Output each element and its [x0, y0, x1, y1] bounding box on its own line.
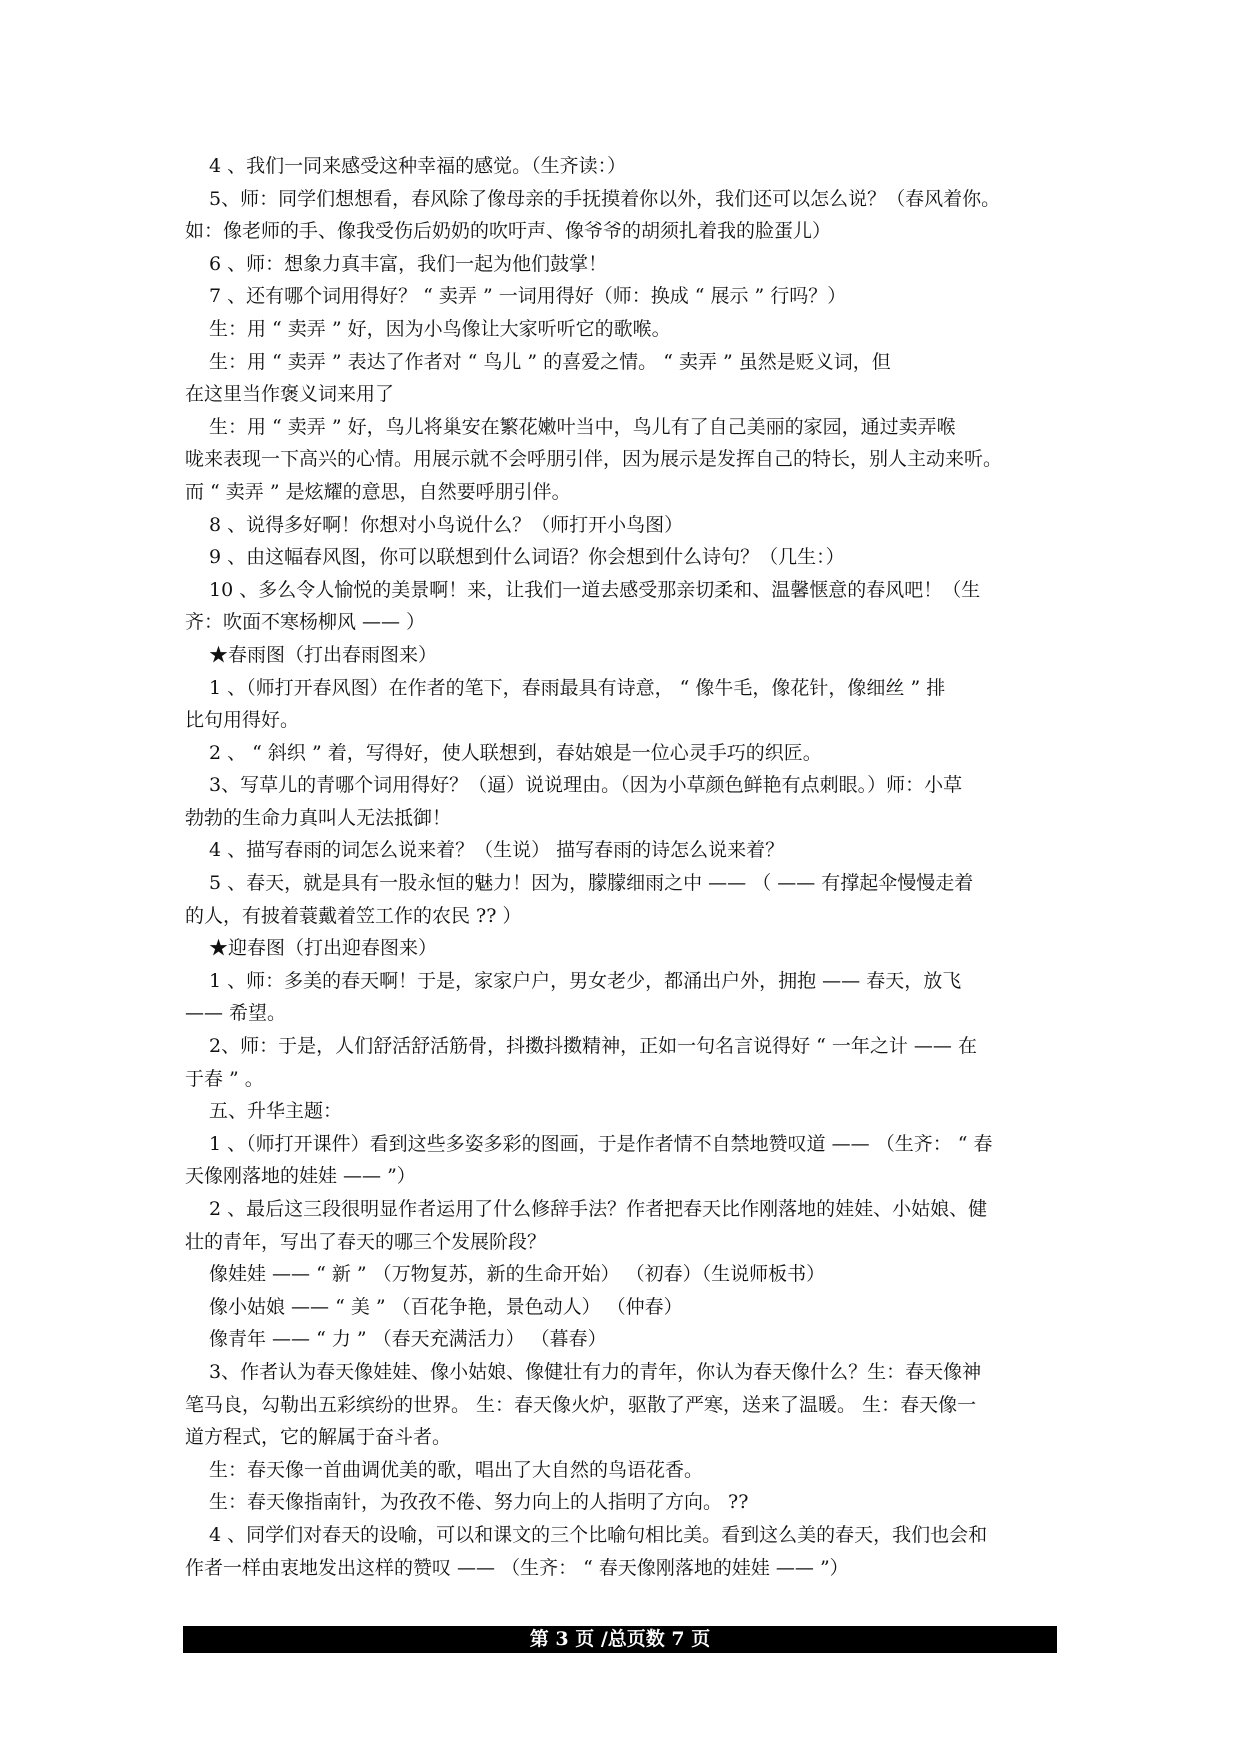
text-line: —— 希望。 [185, 1002, 287, 1025]
text-line: 5、师：同学们想想看，春风除了像母亲的手抚摸着你以外，我们还可以怎么说？（春风着你。 [209, 187, 1001, 210]
text-line: 2 、最后这三段很明显作者运用了什么修辞手法？作者把春天比作刚落地的娃娃、小姑娘、健 [209, 1198, 988, 1220]
text-line: 1 、（师打开春风图）在作者的笔下，春雨最具有诗意， “ 像牛毛，像花针，像细丝 ” 排 [209, 676, 946, 699]
text-line: 如：像老师的手、像我受伤后奶奶的吹吁声、像爷爷的胡须扎着我的脸蛋儿） [185, 220, 832, 243]
text-line: ★迎春图（打出迎春图来） [209, 937, 438, 960]
text-line: 生：春天像指南针，为孜孜不倦、努力向上的人指明了方向。 ?? [209, 1491, 749, 1514]
text-line: 3、作者认为春天像娃娃、像小姑娘、像健壮有力的青年，你认为春天像什么？生：春天像神 [209, 1360, 982, 1383]
text-line: 2、师：于是，人们舒活舒活筋骨，抖擞抖擞精神，正如一句名言说得好 “ 一年之计 —— 在 [209, 1035, 977, 1058]
text-line: 生：用 “ 卖弄 ” 表达了作者对 “ 鸟儿 ” 的喜爱之情。 “ 卖弄 ” 虽然是贬义词，但 [209, 350, 891, 373]
text-line: 像青年 —— “ 力 ” （春天充满活力） （暮春） [209, 1328, 607, 1351]
text-line: 像小姑娘 —— “ 美 ” （百花争艳，景色动人） （仲春） [209, 1295, 683, 1318]
document-body [185, 150, 1085, 1584]
text-line: 4 、同学们对春天的设喻，可以和课文的三个比喻句相比美。看到这么美的春天，我们也会和 [209, 1523, 988, 1546]
text-line: 7 、还有哪个词用得好？ “ 卖弄 ” 一词用得好（师：换成 “ 展示 ” 行吗？） [209, 285, 847, 308]
text-line: 像娃娃 —— “ 新 ” （万物复苏，新的生命开始） （初春）（生说师板书） [209, 1263, 826, 1286]
page-footer [183, 1626, 1057, 1653]
text-line: 五、升华主题： [209, 1100, 343, 1123]
text-line: 2 、 “ 斜织 ” 着，写得好，使人联想到，春姑娘是一位心灵手巧的织匠。 [209, 741, 822, 764]
text-line: 壮的青年，写出了春天的哪三个发展阶段？ [185, 1230, 547, 1253]
text-line: ★春雨图（打出春雨图来） [209, 643, 438, 666]
text-line: 的人，有披着蓑戴着笠工作的农民 ?? ） [185, 904, 522, 927]
text-line: 咙来表现一下高兴的心情。用展示就不会呼朋引伴，因为展示是发挥自己的特长，别人主动来听。 [185, 448, 1003, 471]
text-line: 天像刚落地的娃娃 —— ”） [185, 1165, 416, 1188]
text-line: 生：春天像一首曲调优美的歌，唱出了大自然的鸟语花香。 [209, 1458, 704, 1481]
text-line: 生：用 “ 卖弄 ” 好，鸟儿将巢安在繁花嫩叶当中，鸟儿有了自己美丽的家园，通过卖弄喉 [209, 415, 956, 438]
text-line: 道方程式，它的解属于奋斗者。 [185, 1426, 452, 1449]
text-line: 在这里当作褒义词来用了 [185, 383, 395, 406]
text-line: 齐：吹面不寒杨柳风 —— ） [185, 611, 426, 634]
text-line: 3、写草儿的青哪个词用得好？（逼）说说理由。（因为小草颜色鲜艳有点刺眼。）师：小草 [209, 774, 963, 797]
text-line: 5 、春天，就是具有一股永恒的魅力！因为，朦朦细雨之中 —— （ —— 有撑起伞慢慢走着 [209, 872, 974, 895]
text-line: 比句用得好。 [185, 709, 300, 732]
text-line: 而 “ 卖弄 ” 是炫耀的意思，自然要呼朋引伴。 [185, 480, 571, 503]
text-line: 于春 ” 。 [185, 1067, 264, 1090]
text-line: 8 、说得多好啊！你想对小鸟说什么？（师打开小鸟图） [209, 513, 684, 536]
text-line: 勃勃的生命力真叫人无法抵御！ [185, 806, 452, 829]
text-line: 6 、师：想象力真丰富，我们一起为他们鼓掌！ [209, 252, 608, 275]
page-number: 第 3 页 /总页数 7 页 [529, 1628, 711, 1650]
text-line: 1 、师：多美的春天啊！于是，家家户户，男女老少，都涌出户外，拥抱 —— 春天，放飞 [209, 969, 962, 992]
text-line: 生：用 “ 卖弄 ” 好，因为小鸟像让大家听听它的歌喉。 [209, 317, 671, 340]
text-line: 9 、由这幅春风图，你可以联想到什么词语？你会想到什么诗句？（几生：） [209, 546, 845, 569]
text-line: 笔马良，勾勒出五彩缤纷的世界。 生：春天像火炉，驱散了严寒，送来了温暖。 生：春天像一 [185, 1393, 977, 1416]
text-line: 10 、多么令人愉悦的美景啊！来，让我们一道去感受那亲切柔和、温馨惬意的春风吧！（生 [209, 578, 981, 601]
text-line: 4 、我们一同来感受这种幸福的感觉。（生齐读：） [209, 155, 627, 177]
text-line: 1 、（师打开课件）看到这些多姿多彩的图画，于是作者情不自禁地赞叹道 —— （生齐： “ 春 [209, 1132, 993, 1155]
text-line: 作者一样由衷地发出这样的赞叹 —— （生齐： “ 春天像刚落地的娃娃 —— ”） [185, 1556, 849, 1579]
text-line: 4 、描写春雨的词怎么说来着？（生说） 描写春雨的诗怎么说来着？ [209, 839, 785, 862]
